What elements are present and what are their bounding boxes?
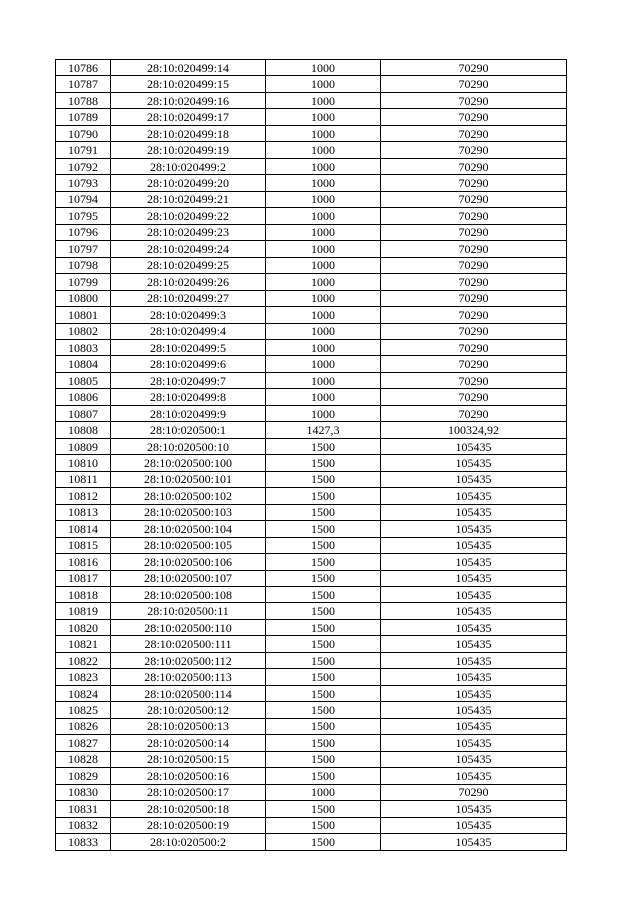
table-row bbox=[56, 834, 567, 850]
cadastral-number-cell: 28:10:020500:100 bbox=[111, 455, 266, 471]
area-cell: 1000 bbox=[266, 241, 381, 257]
area-cell: 1500 bbox=[266, 455, 381, 471]
row-number-cell: 10809 bbox=[56, 438, 111, 454]
area-cell: 1000 bbox=[266, 290, 381, 306]
value-cell: 70290 bbox=[381, 208, 567, 224]
row-number-cell: 10824 bbox=[56, 685, 111, 701]
table-row bbox=[56, 504, 567, 520]
area-cell: 1500 bbox=[266, 718, 381, 734]
cadastral-number-cell: 28:10:020500:2 bbox=[111, 834, 266, 850]
area-cell: 1500 bbox=[266, 817, 381, 833]
table-row bbox=[56, 438, 567, 454]
cadastral-number-cell: 28:10:020500:103 bbox=[111, 504, 266, 520]
table-row bbox=[56, 372, 567, 388]
row-number-cell: 10823 bbox=[56, 669, 111, 685]
area-cell: 1500 bbox=[266, 554, 381, 570]
table-row bbox=[56, 801, 567, 817]
value-cell: 105435 bbox=[381, 801, 567, 817]
table-row bbox=[56, 323, 567, 339]
value-cell: 70290 bbox=[381, 191, 567, 207]
table-row bbox=[56, 76, 567, 92]
area-cell: 1000 bbox=[266, 175, 381, 191]
table-row bbox=[56, 356, 567, 372]
table-row bbox=[56, 537, 567, 553]
row-number-cell: 10786 bbox=[56, 60, 111, 76]
table-row bbox=[56, 142, 567, 158]
table-row bbox=[56, 125, 567, 141]
row-number-cell: 10787 bbox=[56, 76, 111, 92]
row-number-cell: 10819 bbox=[56, 603, 111, 619]
table-row bbox=[56, 191, 567, 207]
table-row bbox=[56, 175, 567, 191]
row-number-cell: 10800 bbox=[56, 290, 111, 306]
row-number-cell: 10810 bbox=[56, 455, 111, 471]
table-row bbox=[56, 702, 567, 718]
value-cell: 105435 bbox=[381, 521, 567, 537]
cadastral-number-cell: 28:10:020499:22 bbox=[111, 208, 266, 224]
value-cell: 105435 bbox=[381, 718, 567, 734]
cadastral-number-cell: 28:10:020499:23 bbox=[111, 224, 266, 240]
table-row bbox=[56, 735, 567, 751]
row-number-cell: 10803 bbox=[56, 339, 111, 355]
value-cell: 70290 bbox=[381, 142, 567, 158]
area-cell: 1000 bbox=[266, 784, 381, 800]
value-cell: 70290 bbox=[381, 76, 567, 92]
area-cell: 1500 bbox=[266, 751, 381, 767]
value-cell: 70290 bbox=[381, 125, 567, 141]
value-cell: 105435 bbox=[381, 554, 567, 570]
value-cell: 105435 bbox=[381, 603, 567, 619]
value-cell: 70290 bbox=[381, 175, 567, 191]
row-number-cell: 10794 bbox=[56, 191, 111, 207]
area-cell: 1000 bbox=[266, 323, 381, 339]
table-row bbox=[56, 570, 567, 586]
table-row bbox=[56, 471, 567, 487]
cadastral-number-cell: 28:10:020499:16 bbox=[111, 92, 266, 108]
cadastral-number-cell: 28:10:020500:18 bbox=[111, 801, 266, 817]
value-cell: 105435 bbox=[381, 834, 567, 850]
area-cell: 1000 bbox=[266, 76, 381, 92]
value-cell: 105435 bbox=[381, 587, 567, 603]
value-cell: 105435 bbox=[381, 438, 567, 454]
area-cell: 1500 bbox=[266, 488, 381, 504]
cadastral-number-cell: 28:10:020499:3 bbox=[111, 307, 266, 323]
row-number-cell: 10796 bbox=[56, 224, 111, 240]
cadastral-number-cell: 28:10:020500:110 bbox=[111, 619, 266, 635]
value-cell: 105435 bbox=[381, 669, 567, 685]
area-cell: 1500 bbox=[266, 669, 381, 685]
cadastral-number-cell: 28:10:020500:107 bbox=[111, 570, 266, 586]
data-table bbox=[55, 59, 567, 851]
table-row bbox=[56, 307, 567, 323]
value-cell: 70290 bbox=[381, 274, 567, 290]
value-cell: 70290 bbox=[381, 323, 567, 339]
area-cell: 1000 bbox=[266, 257, 381, 273]
table-row bbox=[56, 636, 567, 652]
row-number-cell: 10832 bbox=[56, 817, 111, 833]
table-row bbox=[56, 652, 567, 668]
row-number-cell: 10820 bbox=[56, 619, 111, 635]
area-cell: 1500 bbox=[266, 504, 381, 520]
area-cell: 1000 bbox=[266, 125, 381, 141]
table-row bbox=[56, 718, 567, 734]
area-cell: 1500 bbox=[266, 619, 381, 635]
area-cell: 1000 bbox=[266, 92, 381, 108]
cadastral-number-cell: 28:10:020500:113 bbox=[111, 669, 266, 685]
table-row bbox=[56, 603, 567, 619]
cadastral-number-cell: 28:10:020499:6 bbox=[111, 356, 266, 372]
table-row bbox=[56, 619, 567, 635]
area-cell: 1500 bbox=[266, 652, 381, 668]
value-cell: 105435 bbox=[381, 636, 567, 652]
area-cell: 1500 bbox=[266, 438, 381, 454]
cadastral-number-cell: 28:10:020500:104 bbox=[111, 521, 266, 537]
cadastral-number-cell: 28:10:020499:14 bbox=[111, 60, 266, 76]
area-cell: 1500 bbox=[266, 768, 381, 784]
cadastral-number-cell: 28:10:020500:19 bbox=[111, 817, 266, 833]
cadastral-number-cell: 28:10:020500:114 bbox=[111, 685, 266, 701]
row-number-cell: 10817 bbox=[56, 570, 111, 586]
area-cell: 1000 bbox=[266, 158, 381, 174]
cadastral-number-cell: 28:10:020500:111 bbox=[111, 636, 266, 652]
row-number-cell: 10808 bbox=[56, 422, 111, 438]
value-cell: 70290 bbox=[381, 372, 567, 388]
area-cell: 1000 bbox=[266, 307, 381, 323]
value-cell: 105435 bbox=[381, 768, 567, 784]
area-cell: 1500 bbox=[266, 702, 381, 718]
row-number-cell: 10816 bbox=[56, 554, 111, 570]
cadastral-number-cell: 28:10:020499:18 bbox=[111, 125, 266, 141]
value-cell: 70290 bbox=[381, 224, 567, 240]
row-number-cell: 10788 bbox=[56, 92, 111, 108]
value-cell: 105435 bbox=[381, 652, 567, 668]
row-number-cell: 10806 bbox=[56, 389, 111, 405]
cadastral-number-cell: 28:10:020499:21 bbox=[111, 191, 266, 207]
table-row bbox=[56, 339, 567, 355]
row-number-cell: 10799 bbox=[56, 274, 111, 290]
table-row bbox=[56, 109, 567, 125]
cadastral-number-cell: 28:10:020500:14 bbox=[111, 735, 266, 751]
row-number-cell: 10812 bbox=[56, 488, 111, 504]
value-cell: 105435 bbox=[381, 537, 567, 553]
row-number-cell: 10813 bbox=[56, 504, 111, 520]
table-row bbox=[56, 587, 567, 603]
row-number-cell: 10822 bbox=[56, 652, 111, 668]
row-number-cell: 10811 bbox=[56, 471, 111, 487]
cadastral-number-cell: 28:10:020499:26 bbox=[111, 274, 266, 290]
area-cell: 1500 bbox=[266, 537, 381, 553]
cadastral-number-cell: 28:10:020499:25 bbox=[111, 257, 266, 273]
cadastral-number-cell: 28:10:020499:7 bbox=[111, 372, 266, 388]
table-row bbox=[56, 60, 567, 76]
row-number-cell: 10833 bbox=[56, 834, 111, 850]
cadastral-number-cell: 28:10:020499:15 bbox=[111, 76, 266, 92]
row-number-cell: 10792 bbox=[56, 158, 111, 174]
table-row bbox=[56, 422, 567, 438]
row-number-cell: 10801 bbox=[56, 307, 111, 323]
row-number-cell: 10805 bbox=[56, 372, 111, 388]
cadastral-number-cell: 28:10:020500:13 bbox=[111, 718, 266, 734]
table-row bbox=[56, 768, 567, 784]
cadastral-number-cell: 28:10:020499:20 bbox=[111, 175, 266, 191]
row-number-cell: 10814 bbox=[56, 521, 111, 537]
table-row bbox=[56, 455, 567, 471]
value-cell: 105435 bbox=[381, 735, 567, 751]
cadastral-number-cell: 28:10:020499:27 bbox=[111, 290, 266, 306]
area-cell: 1500 bbox=[266, 801, 381, 817]
table-row bbox=[56, 224, 567, 240]
area-cell: 1500 bbox=[266, 636, 381, 652]
row-number-cell: 10798 bbox=[56, 257, 111, 273]
cadastral-number-cell: 28:10:020499:17 bbox=[111, 109, 266, 125]
row-number-cell: 10825 bbox=[56, 702, 111, 718]
cadastral-number-cell: 28:10:020500:10 bbox=[111, 438, 266, 454]
area-cell: 1427,3 bbox=[266, 422, 381, 438]
area-cell: 1500 bbox=[266, 603, 381, 619]
row-number-cell: 10831 bbox=[56, 801, 111, 817]
table-row bbox=[56, 92, 567, 108]
cadastral-number-cell: 28:10:020500:102 bbox=[111, 488, 266, 504]
value-cell: 70290 bbox=[381, 158, 567, 174]
cadastral-number-cell: 28:10:020499:2 bbox=[111, 158, 266, 174]
value-cell: 70290 bbox=[381, 92, 567, 108]
cadastral-number-cell: 28:10:020500:17 bbox=[111, 784, 266, 800]
row-number-cell: 10815 bbox=[56, 537, 111, 553]
value-cell: 70290 bbox=[381, 241, 567, 257]
row-number-cell: 10804 bbox=[56, 356, 111, 372]
area-cell: 1000 bbox=[266, 339, 381, 355]
cadastral-number-cell: 28:10:020500:1 bbox=[111, 422, 266, 438]
cadastral-number-cell: 28:10:020500:108 bbox=[111, 587, 266, 603]
value-cell: 105435 bbox=[381, 751, 567, 767]
row-number-cell: 10793 bbox=[56, 175, 111, 191]
area-cell: 1000 bbox=[266, 142, 381, 158]
table-row bbox=[56, 158, 567, 174]
cadastral-number-cell: 28:10:020499:5 bbox=[111, 339, 266, 355]
row-number-cell: 10789 bbox=[56, 109, 111, 125]
cadastral-number-cell: 28:10:020500:16 bbox=[111, 768, 266, 784]
table-row bbox=[56, 685, 567, 701]
cadastral-number-cell: 28:10:020499:4 bbox=[111, 323, 266, 339]
table-row bbox=[56, 554, 567, 570]
table-row bbox=[56, 751, 567, 767]
area-cell: 1500 bbox=[266, 735, 381, 751]
value-cell: 70290 bbox=[381, 109, 567, 125]
value-cell: 70290 bbox=[381, 257, 567, 273]
area-cell: 1000 bbox=[266, 109, 381, 125]
cadastral-number-cell: 28:10:020500:11 bbox=[111, 603, 266, 619]
area-cell: 1000 bbox=[266, 389, 381, 405]
area-cell: 1000 bbox=[266, 191, 381, 207]
area-cell: 1500 bbox=[266, 570, 381, 586]
area-cell: 1000 bbox=[266, 356, 381, 372]
value-cell: 105435 bbox=[381, 702, 567, 718]
table-row bbox=[56, 405, 567, 421]
area-cell: 1000 bbox=[266, 208, 381, 224]
value-cell: 70290 bbox=[381, 389, 567, 405]
table-row bbox=[56, 257, 567, 273]
table-row bbox=[56, 208, 567, 224]
row-number-cell: 10829 bbox=[56, 768, 111, 784]
cadastral-number-cell: 28:10:020499:9 bbox=[111, 405, 266, 421]
value-cell: 70290 bbox=[381, 356, 567, 372]
area-cell: 1500 bbox=[266, 834, 381, 850]
table-row bbox=[56, 817, 567, 833]
area-cell: 1500 bbox=[266, 471, 381, 487]
row-number-cell: 10821 bbox=[56, 636, 111, 652]
cadastral-number-cell: 28:10:020500:101 bbox=[111, 471, 266, 487]
table-row bbox=[56, 241, 567, 257]
cadastral-number-cell: 28:10:020499:8 bbox=[111, 389, 266, 405]
value-cell: 105435 bbox=[381, 817, 567, 833]
cadastral-number-cell: 28:10:020500:112 bbox=[111, 652, 266, 668]
value-cell: 70290 bbox=[381, 405, 567, 421]
row-number-cell: 10795 bbox=[56, 208, 111, 224]
value-cell: 105435 bbox=[381, 471, 567, 487]
value-cell: 70290 bbox=[381, 60, 567, 76]
table-row bbox=[56, 488, 567, 504]
area-cell: 1500 bbox=[266, 521, 381, 537]
value-cell: 105435 bbox=[381, 570, 567, 586]
value-cell: 70290 bbox=[381, 784, 567, 800]
cadastral-number-cell: 28:10:020500:105 bbox=[111, 537, 266, 553]
value-cell: 70290 bbox=[381, 339, 567, 355]
cadastral-number-cell: 28:10:020500:15 bbox=[111, 751, 266, 767]
row-number-cell: 10790 bbox=[56, 125, 111, 141]
area-cell: 1000 bbox=[266, 274, 381, 290]
table-row bbox=[56, 669, 567, 685]
row-number-cell: 10826 bbox=[56, 718, 111, 734]
value-cell: 70290 bbox=[381, 290, 567, 306]
area-cell: 1000 bbox=[266, 224, 381, 240]
value-cell: 105435 bbox=[381, 619, 567, 635]
table-row bbox=[56, 274, 567, 290]
table-body bbox=[56, 60, 567, 851]
row-number-cell: 10807 bbox=[56, 405, 111, 421]
area-cell: 1000 bbox=[266, 60, 381, 76]
value-cell: 100324,92 bbox=[381, 422, 567, 438]
cadastral-number-cell: 28:10:020500:12 bbox=[111, 702, 266, 718]
area-cell: 1000 bbox=[266, 405, 381, 421]
value-cell: 105435 bbox=[381, 685, 567, 701]
table-row bbox=[56, 389, 567, 405]
value-cell: 105435 bbox=[381, 504, 567, 520]
row-number-cell: 10797 bbox=[56, 241, 111, 257]
row-number-cell: 10802 bbox=[56, 323, 111, 339]
value-cell: 105435 bbox=[381, 488, 567, 504]
table-row bbox=[56, 290, 567, 306]
table-row bbox=[56, 784, 567, 800]
area-cell: 1500 bbox=[266, 587, 381, 603]
cadastral-number-cell: 28:10:020500:106 bbox=[111, 554, 266, 570]
row-number-cell: 10828 bbox=[56, 751, 111, 767]
cadastral-number-cell: 28:10:020499:24 bbox=[111, 241, 266, 257]
value-cell: 105435 bbox=[381, 455, 567, 471]
table-row bbox=[56, 521, 567, 537]
value-cell: 70290 bbox=[381, 307, 567, 323]
area-cell: 1000 bbox=[266, 372, 381, 388]
area-cell: 1500 bbox=[266, 685, 381, 701]
row-number-cell: 10791 bbox=[56, 142, 111, 158]
row-number-cell: 10818 bbox=[56, 587, 111, 603]
row-number-cell: 10830 bbox=[56, 784, 111, 800]
row-number-cell: 10827 bbox=[56, 735, 111, 751]
cadastral-number-cell: 28:10:020499:19 bbox=[111, 142, 266, 158]
